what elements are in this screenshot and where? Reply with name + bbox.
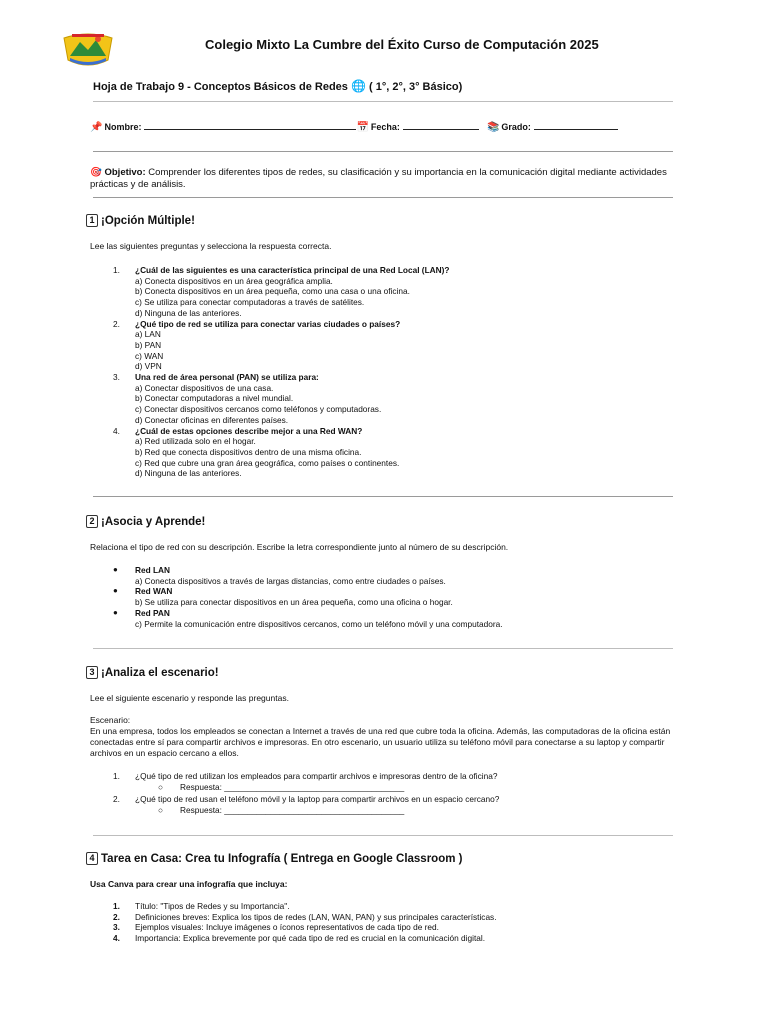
scenario-questions: [113, 771, 499, 816]
option: b) PAN: [135, 339, 162, 350]
homework-item: [113, 912, 497, 923]
objective-text: Comprender los diferentes tipos de redes, su clasificación y su importancia en la comunicación digital mediante actividades prácticas y de análisis.: [90, 167, 667, 190]
question-item: [113, 794, 499, 805]
question-number: 2.: [113, 794, 120, 805]
homework-item: [113, 922, 497, 933]
item-text: Título: "Tipos de Redes y su Importancia".: [135, 901, 290, 911]
globe-icon: 🌐: [350, 79, 366, 93]
item-text: Ejemplos visuales: Incluye imágenes o íconos representativos de cada tipo de red.: [135, 922, 439, 933]
match-item: [113, 565, 503, 586]
scenario-text: En una empresa, todos los empleados se conectan a Internet a través de una red que cubre toda la oficina. Además, las computadoras de la oficina están conectadas entre sí para compartir archivos e impresoras. En otro escenario, un usuario utiliza su teléfono móvil para conectarse a su laptop y compartir archivos en un espacio cercano a ellos.: [90, 726, 671, 758]
section-4-title-text: Tarea en Casa: Crea tu Infografía ( Entrega en Google Classroom ): [101, 852, 463, 865]
section-4-number: 4: [86, 852, 98, 865]
pushpin-icon: 📌: [90, 122, 103, 133]
option: a) Conecta dispositivos en un área geográfica amplia.: [135, 275, 333, 286]
name-label: Nombre:: [104, 122, 142, 132]
question-item: [113, 771, 499, 782]
section-4-intro: Usa Canva para crear una infografía que incluya:: [90, 879, 288, 889]
section-3-title: [86, 666, 219, 679]
match-list: [113, 565, 503, 629]
calendar-icon: 📅: [356, 122, 369, 133]
bullet: ●: [113, 586, 118, 596]
homework-item: [113, 901, 497, 912]
option: c) Conectar dispositivos cercanos como teléfonos y computadoras.: [135, 404, 382, 415]
question-text: ¿Cuál de estas opciones describe mejor a una Red WAN?: [135, 425, 363, 436]
divider: [93, 101, 673, 102]
divider: [93, 151, 673, 152]
option: d) Ninguna de las anteriores.: [135, 468, 242, 479]
grade-label: Grado:: [501, 122, 531, 132]
network-name: Red PAN: [135, 607, 170, 618]
question-item: [113, 265, 449, 319]
option: b) Conecta dispositivos en un área pequeña, como una casa o una oficina.: [135, 286, 410, 297]
network-name: Red LAN: [135, 565, 171, 575]
item-text: Definiciones breves: Explica los tipos de redes (LAN, WAN, PAN) y sus principales características.: [135, 911, 497, 922]
question-number: 1.: [113, 771, 120, 781]
network-desc: b) Se utiliza para conectar dispositivos en un área pequeña, como una oficina o hogar.: [135, 597, 453, 608]
scenario-label: Escenario:: [90, 715, 131, 725]
option: c) Red que cubre una gran área geográfica, como países o continentes.: [135, 457, 400, 468]
section-1-title: [86, 214, 195, 227]
option: b) Conectar computadoras a nivel mundial.: [135, 393, 294, 404]
network-desc: a) Conecta dispositivos a través de largas distancias, como entre ciudades o países.: [135, 575, 446, 586]
books-icon: 📚: [486, 122, 500, 133]
divider: [93, 496, 673, 497]
objective: [90, 167, 680, 191]
section-2-number: 2: [86, 515, 98, 528]
circle-bullet: ○: [158, 781, 164, 792]
option: c) Se utiliza para conectar computadoras a través de satélites.: [135, 297, 365, 308]
option: a) Red utilizada solo en el hogar.: [135, 436, 256, 447]
option: a) Conectar dispositivos de una casa.: [135, 382, 274, 393]
section-3-title-text: ¡Analiza el escenario!: [101, 666, 219, 679]
question-text: Una red de área personal (PAN) se utiliza para:: [135, 372, 319, 383]
question-number: 4.: [113, 425, 120, 436]
question-item: [113, 426, 449, 480]
bullet: ●: [113, 607, 118, 617]
option: a) LAN: [135, 329, 161, 340]
section-2-title: [86, 515, 205, 528]
name-field[interactable]: [144, 120, 356, 130]
answer-text: Respuesta: _______________________________________: [180, 781, 405, 792]
option: d) Conectar oficinas en diferentes países.: [135, 414, 289, 425]
date-field[interactable]: [403, 120, 479, 130]
section-4-title: [86, 852, 462, 865]
sheet-title-prefix: Hoja de Trabajo 9 - Conceptos Básicos de Redes: [93, 81, 348, 93]
item-text: Importancia: Explica brevemente por qué cada tipo de red es crucial en la comunicación digital.: [135, 933, 486, 944]
question-text: ¿Qué tipo de red utilizan los empleados para compartir archivos e impresoras dentro de la oficina?: [135, 771, 498, 781]
question-item: [113, 372, 449, 426]
grade-field[interactable]: [534, 120, 618, 130]
match-item: [113, 608, 503, 629]
section-3-intro: Lee el siguiente escenario y responde las preguntas.: [90, 693, 289, 703]
question-list: [113, 265, 449, 479]
section-1-title-text: ¡Opción Múltiple!: [101, 214, 195, 227]
question-text: ¿Qué tipo de red se utiliza para conectar varias ciudades o países?: [135, 318, 401, 329]
question-item: [113, 319, 449, 373]
divider: [93, 648, 673, 649]
homework-list: [113, 901, 497, 944]
question-number: 3.: [113, 372, 120, 383]
network-desc: c) Permite la comunicación entre dispositivos cercanos, como un teléfono móvil y una computadora.: [135, 618, 503, 629]
scenario: [90, 715, 680, 759]
homework-item: [113, 933, 497, 944]
option: b) Red que conecta dispositivos dentro de una misma oficina.: [135, 446, 362, 457]
section-1-intro: Lee las siguientes preguntas y selecciona la respuesta correcta.: [90, 241, 332, 251]
sheet-title-suffix: ( 1°, 2°, 3° Básico): [369, 81, 463, 93]
sheet-title: [93, 79, 462, 93]
network-name: Red WAN: [135, 586, 173, 597]
date-label: Fecha:: [370, 122, 400, 132]
circle-bullet: ○: [158, 805, 164, 816]
question-number: 1.: [113, 265, 120, 275]
target-icon: 🎯: [90, 167, 102, 178]
section-2-intro: Relaciona el tipo de red con su descripción. Escribe la letra correspondiente junto al número de su descripción.: [90, 542, 509, 552]
item-number: 2.: [113, 911, 120, 922]
answer-text: Respuesta: _______________________________________: [180, 805, 405, 816]
section-1-number: 1: [86, 214, 98, 227]
question-text: ¿Cuál de las siguientes es una característica principal de una Red Local (LAN)?: [135, 265, 450, 275]
match-item: [113, 586, 503, 607]
bullet: ●: [113, 565, 118, 574]
answer-line[interactable]: [158, 782, 499, 793]
option: d) VPN: [135, 361, 162, 372]
item-number: 4.: [113, 933, 120, 944]
question-number: 2.: [113, 318, 120, 329]
item-number: 3.: [113, 922, 120, 933]
question-text: ¿Qué tipo de red usan el teléfono móvil y la laptop para compartir archivos en un espacio cercano?: [135, 794, 500, 805]
header-title: Colegio Mixto La Cumbre del Éxito Curso de Computación 2025: [205, 37, 599, 52]
section-2-title-text: ¡Asocia y Aprende!: [101, 515, 206, 528]
divider: [93, 835, 673, 836]
divider: [93, 197, 673, 198]
objective-label: Objetivo:: [104, 167, 146, 178]
school-logo: [62, 30, 114, 68]
student-fields: [90, 120, 618, 133]
answer-line[interactable]: [158, 805, 499, 816]
section-3-number: 3: [86, 666, 98, 679]
option: c) WAN: [135, 350, 164, 361]
item-number: 1.: [113, 901, 120, 911]
option: d) Ninguna de las anteriores.: [135, 307, 242, 318]
